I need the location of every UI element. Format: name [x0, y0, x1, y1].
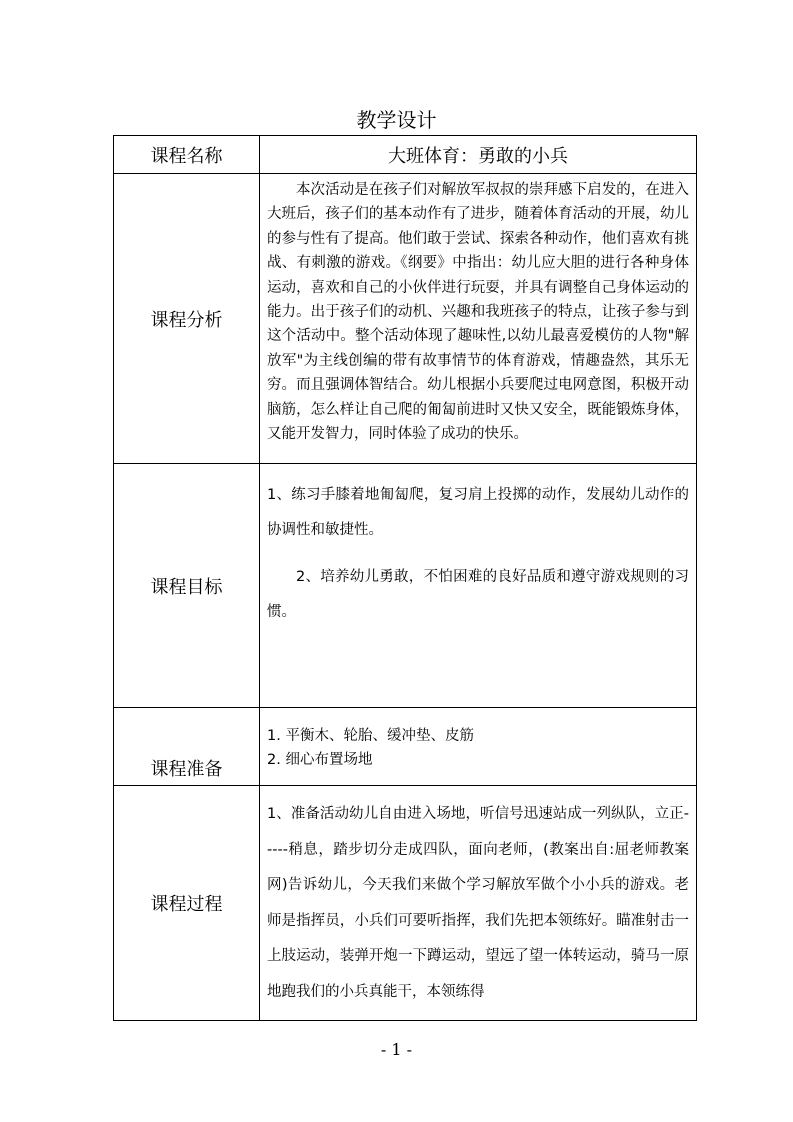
- course-name-row: [114, 136, 697, 174]
- course-analysis-label: 课程分析: [114, 174, 260, 464]
- course-process-label: 课程过程: [114, 786, 260, 1021]
- course-analysis-text: 本次活动是在孩子们对解放军叔叔的崇拜感下启发的，在进入大班后，孩子们的基本动作有了进步，随着体育活动的开展，幼儿的参与性有了提高。他们敢于尝试、探索各种动作，他们喜欢有挑战、有刺激的游戏。《纲要》中指出：幼儿应大胆的进行各种身体运动，喜欢和自己的小伙伴进行玩耍，并具有调整自己身体运动的能力。出于孩子们的动机、兴趣和我班孩子的特点，让孩子参与到这个活动中。整个活动体现了趣味性,以幼儿最喜爱模仿的人物"解放军"为主线创编的带有故事情节的体育游戏，情趣盎然，其乐无穷。而且强调体智结合。幼儿根据小兵要爬过电网意图，积极开动脑筋，怎么样让自己爬的匍匐前进时又快又安全，既能锻炼身体，又能开发智力，同时体验了成功的快乐。: [260, 174, 697, 464]
- goal-item-2: 2、培养幼儿勇敢，不怕困难的良好品质和遵守游戏规则的习惯。: [267, 569, 689, 620]
- course-preparation-content: [260, 708, 697, 786]
- course-goals-row: [114, 464, 697, 708]
- course-name-value: 大班体育：勇敢的小兵: [260, 136, 697, 174]
- preparation-item-2: 2. 细心布置场地: [267, 752, 373, 768]
- lesson-plan-table: [113, 135, 697, 1021]
- course-process-row: [114, 786, 697, 1021]
- course-analysis-row: [114, 174, 697, 464]
- course-process-content: [260, 786, 697, 1021]
- course-goals-content: [260, 464, 697, 708]
- preparation-item-1: 1. 平衡木、轮胎、缓冲垫、皮筋: [267, 728, 474, 744]
- goal-item-1: 1、练习手膝着地匍匐爬，复习肩上投掷的动作，发展幼儿动作的协调性和敏捷性。: [267, 487, 689, 538]
- course-preparation-label: 课程准备: [114, 708, 260, 786]
- course-preparation-row: [114, 708, 697, 786]
- page-number: - 1 -: [380, 1040, 413, 1059]
- course-name-label: 课程名称: [114, 136, 260, 174]
- document-title: 教学设计: [356, 108, 437, 132]
- course-process-text: 1、准备活动幼儿自由进入场地，听信号迅速站成一列纵队，立正-----稍息，踏步切分走成四队，面向老师，(教案出自:屈老师教案网)告诉幼儿，今天我们来做个学习解放军做个小小兵的游戏。老师是指挥员，小兵们可要听指挥，我们先把本领练好。瞄准射击一上肢运动，装弹开炮一下蹲运动，望远了望一体转运动，骑马一原地跑我们的小兵真能干，本领练得: [267, 806, 689, 1000]
- course-goals-label: 课程目标: [114, 464, 260, 708]
